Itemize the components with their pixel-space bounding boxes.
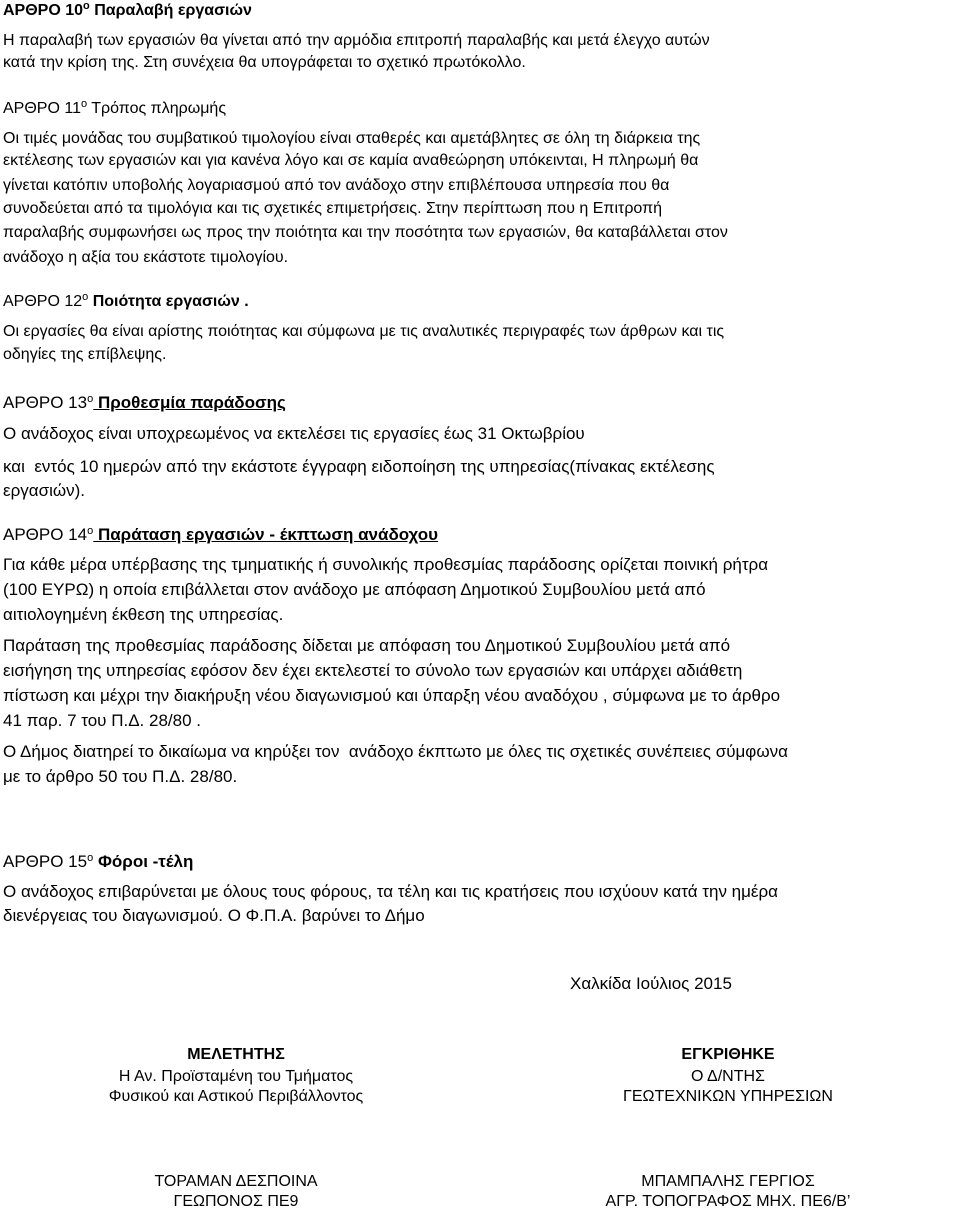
- article-15-line: διενέργειας του διαγωνισμού. Ο Φ.Π.Α. βαρύνει το Δήμο: [3, 906, 425, 925]
- left-signature-title: ΜΕΛΕΤΗΤΗΣ: [187, 1046, 285, 1063]
- article-10-line: κατά την κρίση της. Στη συνέχεια θα υπογράφεται το σχετικό πρωτόκολλο.: [3, 54, 526, 71]
- article-14-line: Ο Δήμος διατηρεί το δικαίωμα να κηρύξει τον ανάδοχο έκπτωτο με όλες τις σχετικές συνέπειες σύμφωνα: [3, 742, 788, 761]
- right-signature-position: ΑΓΡ. ΤΟΠΟΓΡΑΦΟΣ ΜΗΧ. ΠΕ6/Β’: [605, 1193, 851, 1210]
- article-11-line: ανάδοχο η αξία του εκάστοτε τιμολογίου.: [3, 249, 289, 266]
- article-13-heading: ΑΡΘΡΟ $13^o$ Προθεσμία παράδοσης: [3, 393, 286, 412]
- place-date: Χαλκίδα Ιούλιος 2015: [570, 974, 732, 993]
- left-signature-position: ΓΕΩΠΟΝΟΣ ΠΕ9: [173, 1193, 299, 1210]
- article-13-line: εργασιών).: [3, 481, 86, 500]
- article-14-line: Για κάθε μέρα υπέρβασης της τμηματικής ή συνολικής προθεσμίας παράδοσης ορίζεται ποινική ρήτρα: [3, 555, 769, 574]
- article-13-line: Ο ανάδοχος είναι υποχρεωμένος να εκτελέσει τις εργασίες έως 31 Οκτωβρίου: [3, 424, 585, 443]
- article-12-line: οδηγίες της επίβλεψης.: [3, 346, 167, 363]
- article-14-line: (100 ΕΥΡΩ) η οποία επιβάλλεται στον ανάδοχο με απόφαση Δημοτικού Συμβουλίου μετά από: [3, 580, 706, 599]
- article-13-line: και εντός 10 ημερών από την εκάστοτε έγγραφη ειδοποίηση της υπηρεσίας(πίνακας εκτέλεσης: [3, 457, 715, 476]
- article-14-line: αιτιολογημένη έκθεση της υπηρεσίας.: [3, 605, 284, 624]
- article-11-line: εκτέλεσης των εργασιών και για κανένα λόγο και σε καμία αναθεώρηση υπόκεινται, Η πληρωμή θα: [3, 152, 699, 169]
- right-signature-department: ΓΕΩΤΕΧΝΙΚΩΝ ΥΠΗΡΕΣΙΩΝ: [623, 1088, 833, 1105]
- article-10-line: Η παραλαβή των εργασιών θα γίνεται από την αρμόδια επιτροπή παραλαβής και μετά έλεγχο αυτών: [3, 32, 710, 49]
- right-signature-name: ΜΠΑΜΠΑΛΗΣ ΓΕΡΓΙΟΣ: [641, 1173, 815, 1190]
- article-12-line: Οι εργασίες θα είναι αρίστης ποιότητας και σύμφωνα με τις αναλυτικές περιγραφές των άρθρων και τις: [3, 323, 725, 340]
- article-14-line: Παράταση της προθεσμίας παράδοσης δίδεται με απόφαση του Δημοτικού Συμβουλίου μετά από: [3, 636, 731, 655]
- left-signature-name: ΤΟΡΑΜΑΝ ΔΕΣΠΟΙΝΑ: [154, 1173, 318, 1190]
- article-10-heading: ΑΡΘΡΟ $10^o$ Παραλαβή εργασιών: [3, 0, 252, 19]
- article-11-line: συνοδεύεται από τα τιμολόγια και τις σχετικές επιμετρήσεις. Στην περίπτωση που η Επιτροπή: [3, 200, 663, 217]
- right-signature-role: Ο Δ/ΝΤΗΣ: [691, 1068, 765, 1085]
- article-12-heading: ΑΡΘΡΟ $12^o$ Ποιότητα εργασιών .: [3, 291, 249, 310]
- article-14-line: με το άρθρο 50 του Π.Δ. 28/80.: [3, 767, 238, 786]
- article-14-heading: ΑΡΘΡΟ $14^o$ Παράταση εργασιών - έκπτωση ανάδοχου: [3, 525, 438, 544]
- left-signature-department: Φυσικού και Αστικού Περιβάλλοντος: [108, 1088, 364, 1105]
- article-11-line: γίνεται κατόπιν υποβολής λογαριασμού από τον ανάδοχο στην επιβλέπουσα υπηρεσία που θα: [3, 177, 670, 194]
- article-11-line: παραλαβής συμφωνήσει ως προς την ποιότητα και την ποσότητα των εργασιών, θα καταβάλλεται στον: [3, 224, 728, 241]
- article-15-line: Ο ανάδοχος επιβαρύνεται με όλους τους φόρους, τα τέλη και τις κρατήσεις που ισχύουν κατά την ημέρα: [3, 882, 779, 901]
- article-14-line: πίστωση και μέχρι την διακήρυξη νέου διαγωνισμού και ύπαρξη νέου αναδόχου , σύμφωνα με το άρθρο: [3, 686, 781, 705]
- left-signature-role: Η Αν. Προϊσταμένη του Τμήματος: [118, 1068, 354, 1085]
- article-14-line: 41 παρ. 7 του Π.Δ. 28/80 .: [3, 711, 201, 730]
- article-11-line: Οι τιμές μονάδας του συμβατικού τιμολογίου είναι σταθερές και αμετάβλητες σε όλη τη διάρκεια της: [3, 130, 701, 147]
- article-11-heading: ΑΡΘΡΟ $11^o$ Τρόπος πληρωμής: [3, 98, 227, 117]
- article-14-line: εισήγηση της υπηρεσίας εφόσον δεν έχει εκτελεστεί το σύνολο των εργασιών και υπάρχει αδιάθετη: [3, 661, 743, 680]
- article-15-heading: ΑΡΘΡΟ $15^o$ Φόροι -τέλη: [3, 852, 194, 871]
- right-signature-title: ΕΓΚΡΙΘΗΚΕ: [681, 1046, 775, 1063]
